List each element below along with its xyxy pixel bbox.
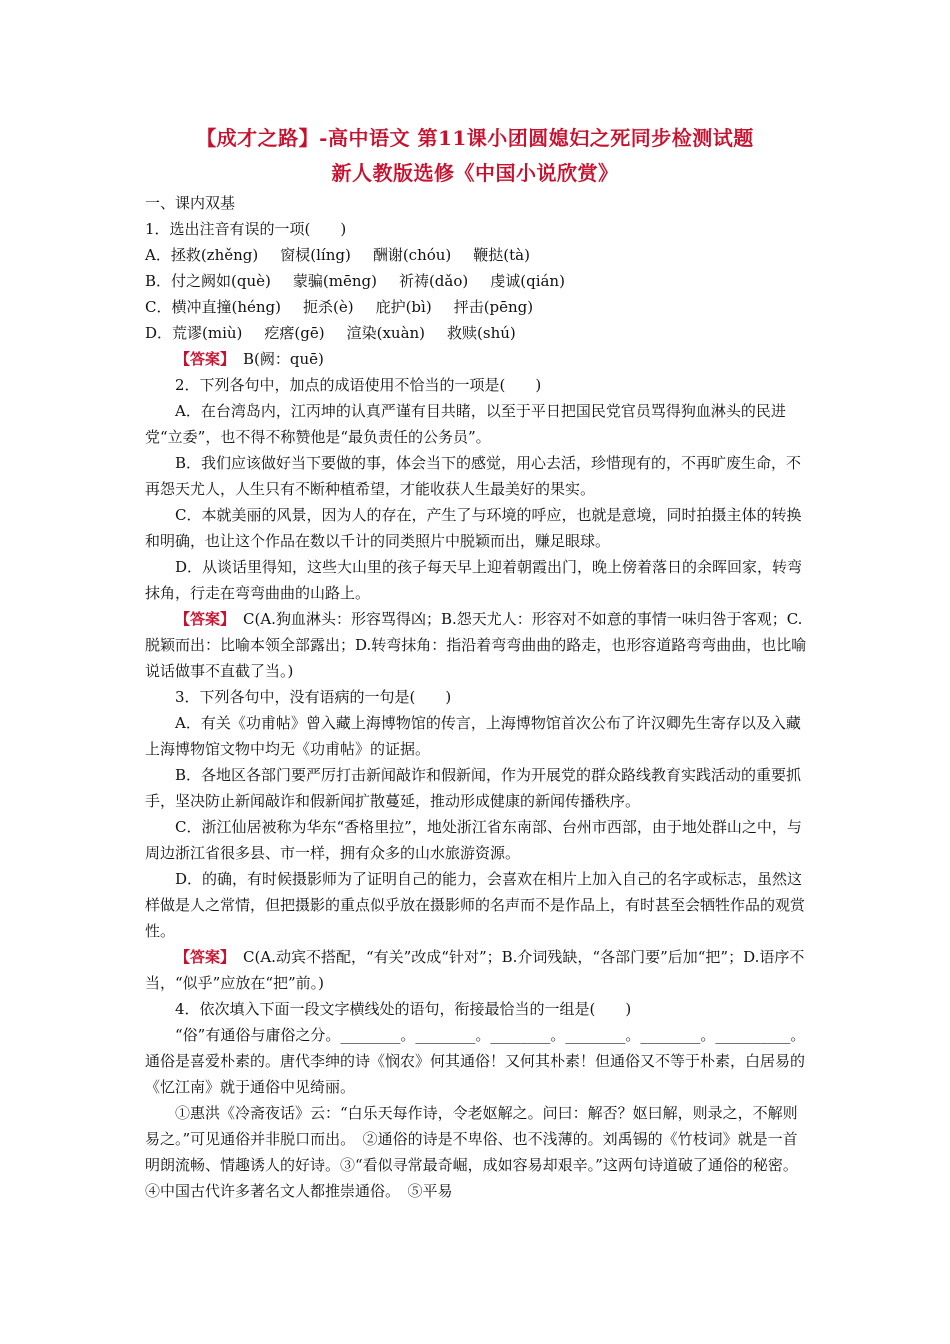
q3-option-b: B．各地区各部门要严厉打击新闻敲诈和假新闻，作为开展党的群众路线教育实践活动的重要抓手，坚决防止新闻敲诈和假新闻扩散蔓延，推动形成健康的新闻传播秩序。 [145,766,802,810]
q2-stem: 2．下列各句中，加点的成语使用不恰当的一项是( ) [175,376,542,394]
document-title-line1: 【成才之路】-高中语文 第11课小团圆媳妇之死同步检测试题 [196,126,754,150]
q1-stem: 1．选出注音有误的一项( ) [145,220,347,238]
q1-option-a: A．拯救(zhěng) 窗棂(líng) 酬谢(chóu) 鞭挞(tà) [145,246,530,264]
q3-option-c: C．浙江仙居被称为华东“香格里拉”，地处浙江省东南部、台州市西部，由于地处群山之中，与周边浙江省很多县、市一样，拥有众多的山水旅游资源。 [145,818,802,862]
q1-option-c: C．横冲直撞(héng) 扼杀(è) 庇护(bì) 抨击(pēng) [145,298,534,316]
q3-option-d: D．的确，有时候摄影师为了证明自己的能力，会喜欢在相片上加入自己的名字或标志，虽然这样做是人之常情，但把摄影的重点似乎放在摄影师的名声而不是作品上，有时甚至会牺牲作品的观赏性。 [145,870,806,940]
document-body [145,190,810,1204]
section-heading: 一、课内双基 [145,194,236,212]
q1-answer: 【答案】 B(阙：quē) [175,350,324,368]
q2-option-a: A．在台湾岛内，江丙坤的认真严谨有目共睹，以至于平日把国民党官员骂得狗血淋头的民进党“立委”，也不得不称赞他是“最负责任的公务员”。 [145,402,786,446]
q3-answer: 【答案】 C(A.动宾不搭配，“有关”改成“针对”；B.介词残缺，“各部门要”后加“把”；D.语序不当，“似乎”应放在“把”前。) [145,948,805,992]
q2-option-d: D．从谈话里得知，这些大山里的孩子每天早上迎着朝霞出门，晚上傍着落日的余晖回家，转弯抹角，行走在弯弯曲曲的山路上。 [145,558,803,602]
answer-label: 【答案】 [175,948,236,966]
q1-option-d: D．荒谬(miù) 疙瘩(gē) 渲染(xuàn) 救赎(shú) [145,324,516,342]
q2-option-b: B．我们应该做好当下要做的事，体会当下的感觉，用心去活，珍惜现有的，不再旷废生命，不再怨天尤人，人生只有不断种植希望，才能收获人生最美好的果实。 [145,454,802,498]
answer-label: 【答案】 [175,350,236,368]
q4-options: ①惠洪《冷斋夜话》云：“白乐天每作诗，令老妪解之。问曰：解否？妪曰解，则录之，不解则易之。”可见通俗并非脱口而出。 ②通俗的诗是不卑俗、也不浅薄的。刘禹锡的《竹枝词》就是一首明朗流畅、情趣诱人的好诗。③“看似寻常最奇崛，成如容易却艰辛。”这两句诗道破了通俗的秘密。 ④中国古代许多著名文人都推崇通俗。 ⑤平易 [145,1104,806,1200]
q4-passage: “俗”有通俗与庸俗之分。________。________。________。________。________。__________。通俗是喜爱朴素的。唐代李绅的诗《悯农》何其通俗！又何其朴素！但通俗又不等于朴素，白居易的《忆江南》就于通俗中见绮丽。 [145,1026,806,1096]
q3-stem: 3．下列各句中，没有语病的一句是( ) [175,688,452,706]
answer-label: 【答案】 [175,610,236,628]
document-title-line2: 新人教版选修《中国小说欣赏》 [331,161,619,185]
q2-answer: 【答案】 C(A.狗血淋头：形容骂得凶；B.怨天尤人：形容对不如意的事情一味归咎于客观；C.脱颖而出：比喻本领全部露出；D.转弯抹角：指沿着弯弯曲曲的路走，也形容道路弯弯曲曲，也比喻说话做事不直截了当。) [145,610,807,680]
q1-option-b: B．付之阙如(què) 蒙骗(mēng) 祈祷(dǎo) 虔诚(qián) [145,272,565,290]
q3-option-a: A．有关《功甫帖》曾入藏上海博物馆的传言，上海博物馆首次公布了许汉卿先生寄存以及入藏上海博物馆文物中均无《功甫帖》的证据。 [145,714,801,758]
q2-option-c: C．本就美丽的风景，因为人的存在，产生了与环境的呼应，也就是意境，同时拍摄主体的转换和明确，也让这个作品在数以千计的同类照片中脱颖而出，赚足眼球。 [145,506,802,550]
q4-stem: 4．依次填入下面一段文字横线处的语句，衔接最恰当的一组是( ) [175,1000,632,1018]
